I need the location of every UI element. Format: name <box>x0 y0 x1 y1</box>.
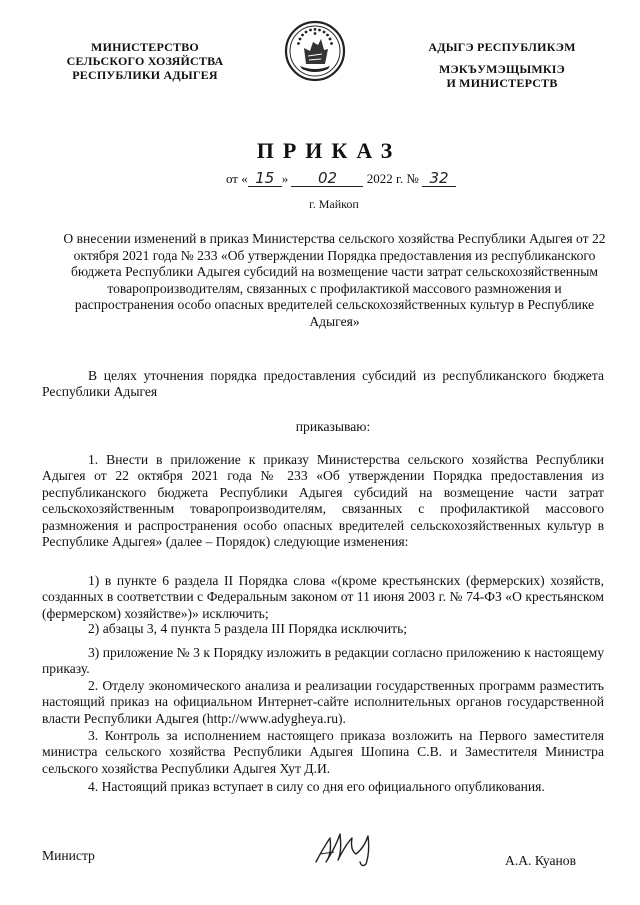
item-3: 3. Контроль за исполнением настоящего приказа возложить на Первого заместителя министра сельского хозяйства Республики Адыгея Шопина С.В. и Заместителя Министра сельского хозяйства Республики Адыгея Хут Д.И. <box>42 728 604 776</box>
header-right-line-3: И МИНИСТЕРСТВ <box>446 76 558 90</box>
item-1-sub-2: 2) абзацы 3, 4 пункта 5 раздела III Порядка исключить; <box>88 621 408 636</box>
header-left-line-2: СЕЛЬСКОГО ХОЗЯЙСТВА <box>66 54 224 68</box>
order-subject: О внесении изменений в приказ Министерства сельского хозяйства Республики Адыгея от 22 октября 2021 года № 233 «Об утверждении Порядка предоставления из республиканского бюджета Республики Адыгея субсидий на возмещение части затрат сельскохозяйственным товаропроизводителям, связанных с профилактикой массового размножения и распространения особо опасных вредителей сельскохозяйственных культур в Республике Адыгея» <box>63 231 606 329</box>
date-month: 02 <box>291 170 363 187</box>
document-title: ПРИКАЗ <box>256 138 402 163</box>
date-prefix: от « <box>225 171 248 186</box>
header-left-line-1: МИНИСТЕРСТВО <box>91 40 199 54</box>
item-1-sub-1: 1) в пункте 6 раздела II Порядка слова «(кроме крестьянских (фермерских) хозяйств, созданных в соответствии с Федеральным законом от 11 июня 2003 г. № 74-ФЗ «О крестьянском (фермерском) хозяйстве»)» исключить; <box>42 573 604 621</box>
preamble: В целях уточнения порядка предоставления субсидий из республиканского бюджета Республики Адыгея <box>42 368 604 400</box>
order-word: приказываю: <box>295 419 371 434</box>
city: г. Майкоп <box>309 197 359 211</box>
header-right-line-2: МЭКЪУМЭЩЫМКIЭ <box>438 62 566 76</box>
signer-role: Министр <box>42 848 95 863</box>
order-number: 32 <box>422 170 456 187</box>
date-year: 2022 г. № <box>366 171 419 186</box>
item-2: 2. Отделу экономического анализа и реализации государственных программ разместить настоящий приказ на официальном Интернет-сайте исполнительных органов государственной власти Республики Адыгея (http://www.adygheya.ru). <box>42 678 604 726</box>
date-line <box>0 170 640 187</box>
item-1-sub-3: 3) приложение № 3 к Порядку изложить в редакции согласно приложению к настоящему приказу. <box>42 645 604 677</box>
signer-name: А.А. Куанов <box>505 853 577 868</box>
header-left-org <box>52 40 238 82</box>
handwritten-signature <box>312 824 386 870</box>
header-left-line-3: РЕСПУБЛИКИ АДЫГЕЯ <box>72 68 218 82</box>
header-right-org <box>404 40 600 90</box>
item-1: 1. Внести в приложение к приказу Министерства сельского хозяйства Республики Адыгея от 22 октября 2021 года № 233 «Об утверждении Порядка предоставления из республиканского бюджета Республики Адыгея субсидий на возмещение части затрат сельскохозяйственным товаропроизводителям, связанных с профилактикой массового размножения и распространения особо опасных вредителей сельскохозяйственных культур в Республике Адыгея» (далее – Порядок) следующие изменения: <box>42 452 604 550</box>
adygea-coat-of-arms-icon <box>284 20 346 82</box>
date-mid: » <box>281 171 289 186</box>
item-4: 4. Настоящий приказ вступает в силу со дня его официального опубликования. <box>88 779 545 794</box>
date-day: 15 <box>248 170 282 187</box>
header-right-line-1: АДЫГЭ РЕСПУБЛИКЭМ <box>428 40 576 54</box>
